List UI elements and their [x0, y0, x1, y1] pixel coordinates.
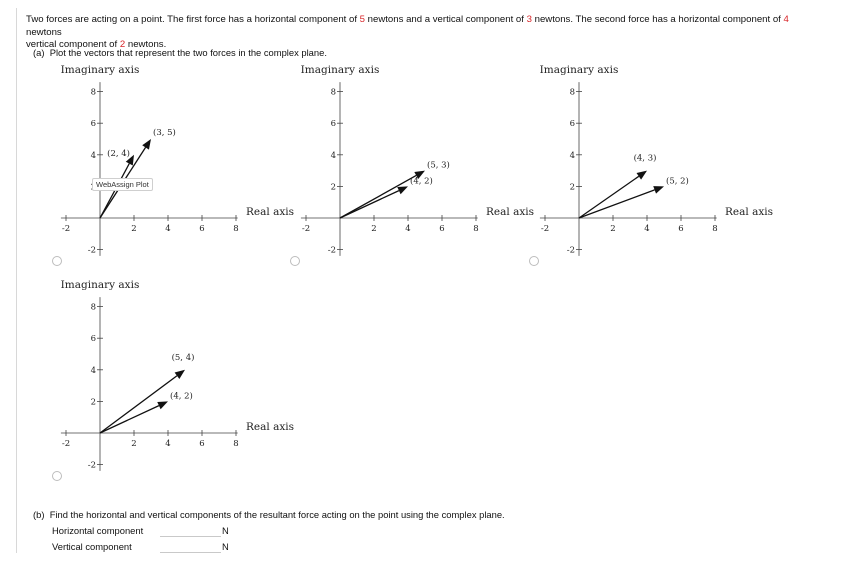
- option-2-radio[interactable]: [290, 256, 300, 266]
- y-tick-label: 6: [330, 119, 336, 130]
- vertical-unit: N: [222, 541, 229, 552]
- x-tick-label: 2: [131, 439, 137, 449]
- y-tick-label: -2: [87, 460, 96, 471]
- real-axis-label: Real axis: [246, 421, 295, 433]
- x-tick-label: 2: [131, 224, 137, 234]
- x-tick-label: 6: [199, 439, 205, 449]
- x-tick-label: 6: [199, 224, 205, 234]
- x-tick-label: 6: [439, 224, 445, 234]
- imaginary-axis-label: Imaginary axis: [300, 64, 380, 76]
- vector-arrowhead: [653, 186, 664, 193]
- option-4-radio[interactable]: [52, 471, 62, 481]
- vector-arrowhead: [175, 370, 185, 379]
- vector-line: [340, 175, 416, 218]
- horizontal-value-1: 5: [359, 14, 365, 25]
- plot-option-1: [55, 62, 295, 277]
- vector-label: (4, 2): [170, 391, 193, 402]
- webassign-plot-watermark: WebAssign Plot: [92, 178, 153, 191]
- y-tick-label: 4: [569, 150, 575, 161]
- option-1-radio[interactable]: [52, 256, 62, 266]
- vector-arrowhead: [157, 401, 168, 409]
- question-text-part: newtons: [26, 26, 62, 38]
- x-tick-label: 8: [233, 439, 239, 449]
- horizontal-component-label: Horizontal component: [52, 525, 144, 536]
- question-text-part: Two forces are acting on a point. The first force has a horizontal component of: [26, 14, 360, 25]
- part-b-label: (b): [33, 509, 45, 520]
- vector-label: (4, 2): [410, 176, 433, 187]
- x-tick-label: 2: [371, 224, 377, 234]
- complex-plane-option-4: [55, 277, 295, 487]
- y-tick-label: 2: [569, 182, 575, 193]
- imaginary-axis-label: Imaginary axis: [60, 279, 140, 291]
- x-tick-label: 4: [165, 439, 171, 449]
- vector-label: (4, 3): [633, 153, 657, 164]
- plot-option-3: [534, 62, 774, 277]
- complex-plane-option-3: [534, 62, 774, 272]
- y-tick-label: 8: [330, 87, 336, 98]
- vertical-component-label: Vertical component: [52, 541, 132, 552]
- part-b-prompt: [33, 509, 505, 520]
- vertical-value-2: 2: [119, 39, 126, 50]
- y-tick-label: -2: [566, 245, 575, 256]
- y-tick-label: 4: [330, 150, 336, 161]
- question-text: [26, 14, 826, 52]
- y-tick-label: -2: [327, 245, 336, 256]
- x-tick-label: -2: [540, 224, 550, 234]
- complex-plane-option-2: [295, 62, 535, 272]
- x-tick-label: 4: [165, 224, 171, 234]
- x-tick-label: 8: [712, 224, 718, 234]
- question-text-part: newtons.: [125, 39, 167, 50]
- x-tick-label: -2: [301, 224, 311, 234]
- vector-label: (5, 2): [666, 176, 689, 187]
- plot-option-2: [295, 62, 535, 277]
- y-tick-label: 6: [90, 119, 96, 130]
- part-b-text: Find the horizontal and vertical components of the resultant force acting on the point using the complex plane.: [49, 509, 505, 520]
- vector-line: [100, 376, 177, 433]
- part-a-label: (a): [33, 47, 45, 58]
- real-axis-label: Real axis: [486, 206, 535, 218]
- vector-label: (3, 5): [153, 128, 176, 138]
- vector-arrowhead: [637, 171, 647, 180]
- vector-label: (2, 4): [107, 148, 130, 159]
- part-a-prompt: [33, 47, 327, 58]
- y-tick-label: -2: [87, 245, 96, 256]
- y-tick-label: 4: [90, 365, 96, 376]
- option-3-radio[interactable]: [529, 256, 539, 266]
- imaginary-axis-label: Imaginary axis: [539, 64, 619, 76]
- vector-label: (5, 3): [427, 160, 450, 171]
- vertical-value-1: 3: [526, 14, 532, 25]
- part-a-text: Plot the vectors that represent the two forces in the complex plane.: [49, 47, 327, 58]
- y-tick-label: 2: [90, 397, 96, 408]
- vector-arrowhead: [397, 186, 408, 194]
- horizontal-unit: N: [222, 525, 229, 536]
- y-tick-label: 2: [330, 182, 336, 193]
- question-text-part: newtons. The second force has a horizontal component of: [531, 14, 784, 25]
- x-tick-label: 4: [405, 224, 411, 234]
- y-tick-label: 8: [569, 87, 575, 98]
- real-axis-label: Real axis: [725, 206, 774, 218]
- y-tick-label: 6: [569, 119, 575, 130]
- vertical-component-input[interactable]: [160, 540, 221, 553]
- question-text-part: newtons and a vertical component of: [365, 14, 527, 25]
- real-axis-label: Real axis: [246, 206, 295, 218]
- plot-option-4: [55, 277, 295, 492]
- imaginary-axis-label: Imaginary axis: [60, 64, 140, 76]
- x-tick-label: -2: [61, 439, 71, 449]
- y-tick-label: 8: [90, 87, 96, 98]
- question-text-part: vertical component of: [26, 39, 120, 50]
- vector-line: [340, 191, 399, 218]
- x-tick-label: 4: [644, 224, 650, 234]
- y-tick-label: 4: [90, 150, 96, 161]
- horizontal-component-input[interactable]: [160, 524, 221, 537]
- vector-line: [579, 190, 655, 218]
- horizontal-value-2: 4: [783, 14, 789, 25]
- x-tick-label: 8: [473, 224, 479, 234]
- x-tick-label: 8: [233, 224, 239, 234]
- y-tick-label: 6: [90, 334, 96, 345]
- vector-label: (5, 4): [171, 352, 195, 363]
- complex-plane-option-1: [55, 62, 295, 272]
- y-tick-label: 8: [90, 302, 96, 313]
- x-tick-label: 6: [678, 224, 684, 234]
- vector-arrowhead: [142, 139, 151, 150]
- x-tick-label: 2: [610, 224, 616, 234]
- vector-line: [579, 176, 639, 218]
- vector-line: [100, 406, 159, 433]
- x-tick-label: -2: [61, 224, 71, 234]
